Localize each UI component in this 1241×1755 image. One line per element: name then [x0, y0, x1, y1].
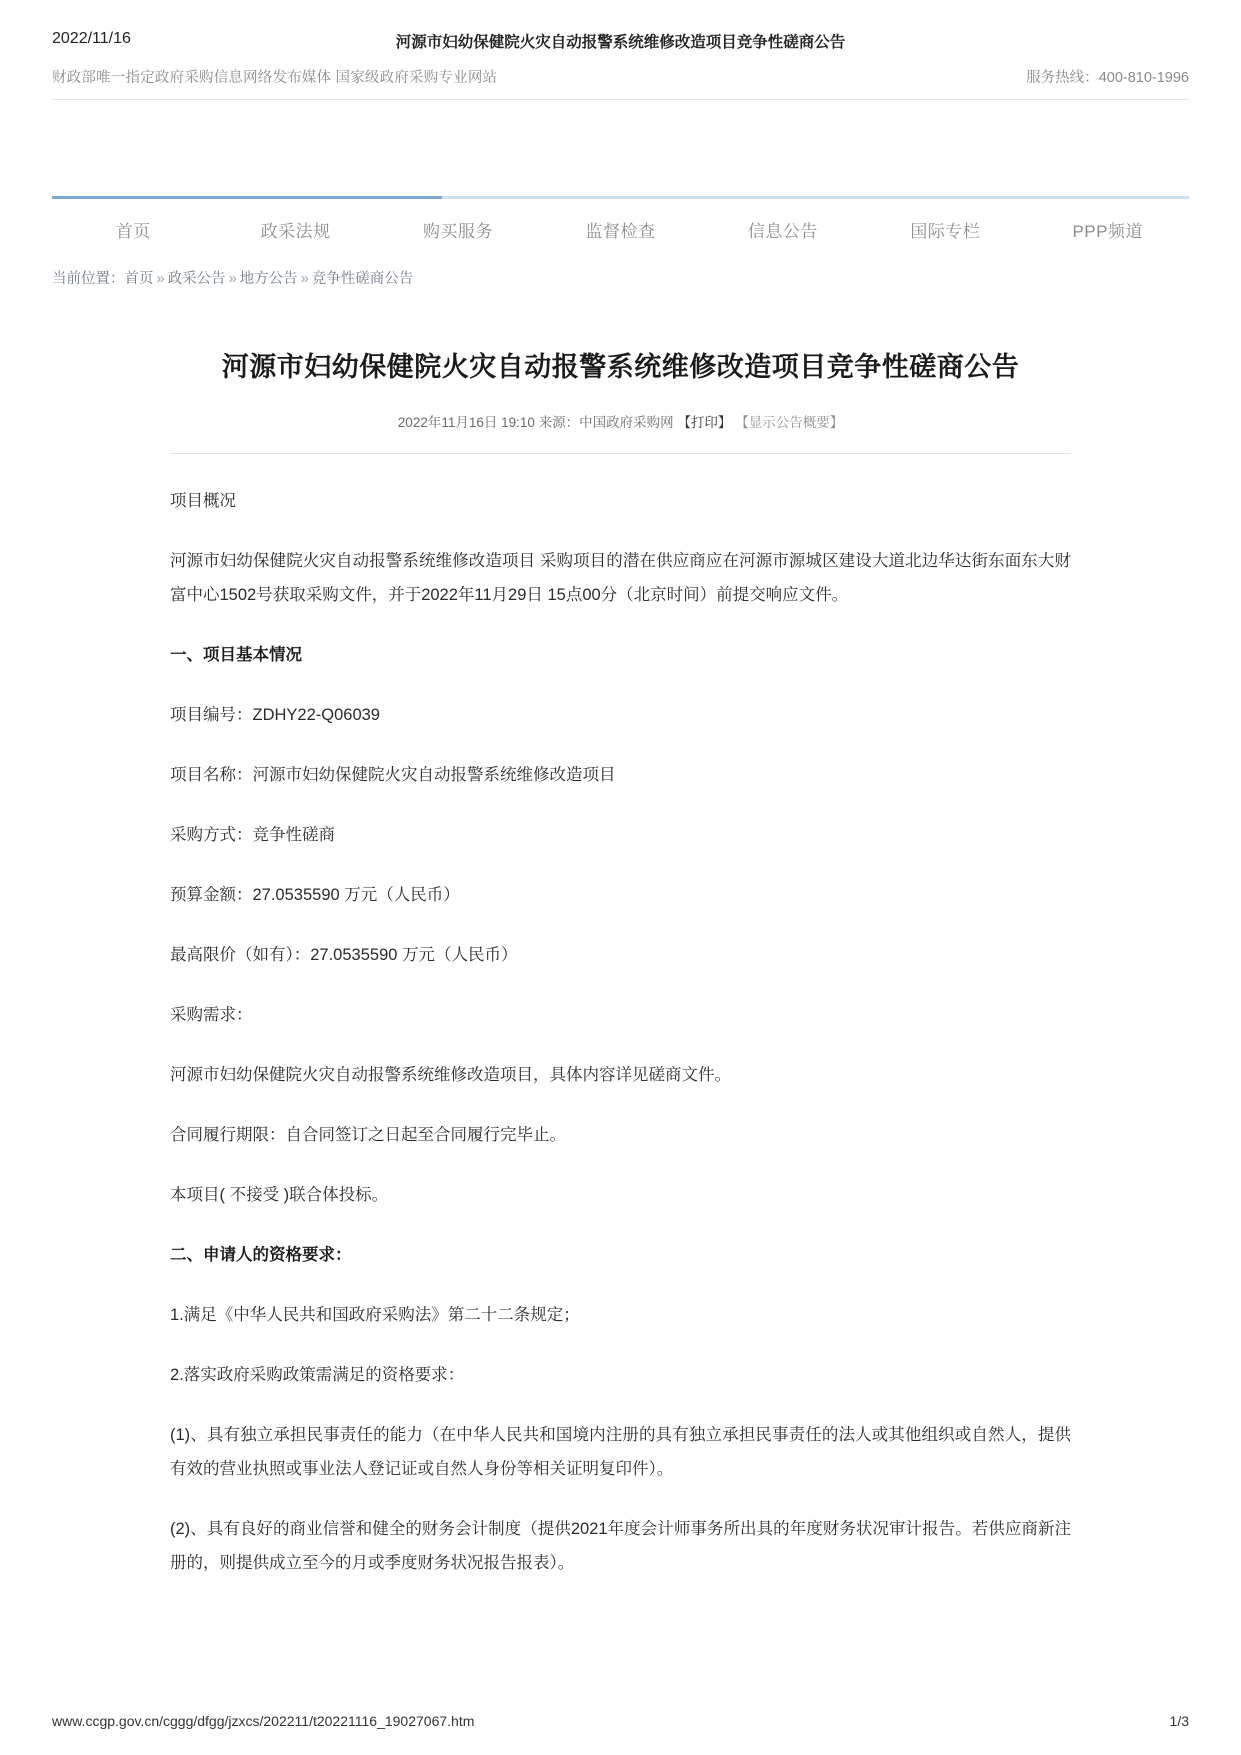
paragraph-requirements-detail: 河源市妇幼保健院火灾自动报警系统维修改造项目，具体内容详见磋商文件。: [170, 1066, 731, 1084]
paragraph-budget-amount: 预算金额：27.0535590 万元（人民币）: [170, 886, 460, 904]
print-header-title: 河源市妇幼保健院火灾自动报警系统维修改造项目竞争性磋商公告: [395, 34, 846, 51]
nav-item-supervision[interactable]: 监督检查: [585, 221, 656, 241]
paragraph-overview: 河源市妇幼保健院火灾自动报警系统维修改造项目 采购项目的潜在供应商应在河源市源城区建设大道北边华达街东面东大财富中心1502号获取采购文件，并于2022年11月29日 15点00分（北京时间）前提交响应文件。: [170, 552, 1071, 604]
nav-item-purchase-service[interactable]: 购买服务: [423, 221, 494, 241]
footer-url: www.ccgp.gov.cn/cggg/dfgg/jzxcs/202211/t20221116_19027067.htm: [52, 1713, 475, 1729]
breadcrumb-item-competitive-negotiation[interactable]: 竞争性磋商公告: [311, 271, 414, 287]
section-heading-qualification: 二、申请人的资格要求：: [170, 1246, 352, 1264]
breadcrumb-item-procurement-notice[interactable]: 政采公告: [167, 271, 226, 287]
hotline-label: 服务热线：: [1026, 70, 1099, 86]
article-meta: [130, 411, 1111, 431]
nav-item-ppp[interactable]: PPP频道: [1072, 221, 1143, 241]
breadcrumb: [52, 269, 1189, 289]
paragraph-qualification-2: 2.落实政府采购政策需满足的资格要求：: [170, 1366, 465, 1384]
site-topbar: [52, 66, 1189, 100]
page-title: 河源市妇幼保健院火灾自动报警系统维修改造项目竞争性磋商公告: [221, 352, 1020, 382]
paragraph-qualification-2-1: (1)、具有独立承担民事责任的能力（在中华人民共和国境内注册的具有独立承担民事责任的法人或其他组织或自然人，提供有效的营业执照或事业法人登记证或自然人身份等相关证明复印件）。: [170, 1426, 1071, 1478]
article-body: [130, 484, 1111, 1580]
print-button[interactable]: 【打印】: [677, 415, 732, 430]
article-source: 来源：中国政府采购网: [538, 415, 674, 430]
paragraph-max-price: 最高限价（如有）：27.0535590 万元（人民币）: [170, 946, 518, 964]
breadcrumb-prefix: 当前位置：: [52, 271, 125, 287]
breadcrumb-item-local-notice[interactable]: 地方公告: [239, 271, 298, 287]
service-hotline: [1026, 66, 1189, 87]
paragraph-consortium: 本项目( 不接受 )联合体投标。: [170, 1186, 389, 1204]
hotline-number: 400-810-1996: [1098, 70, 1189, 86]
paragraph-overview-heading: 项目概况: [170, 492, 236, 510]
paragraph-qualification-2-2: (2)、具有良好的商业信誉和健全的财务会计制度（提供2021年度会计师事务所出具的年度财务状况审计报告。若供应商新注册的，则提供成立至今的月或季度财务状况报告报表）。: [170, 1520, 1071, 1572]
site-slogan: 财政部唯一指定政府采购信息网络发布媒体 国家级政府采购专业网站: [52, 70, 498, 86]
footer-page-number: 1/3: [1169, 1713, 1189, 1729]
breadcrumb-item-home[interactable]: 首页: [124, 271, 154, 287]
print-footer: [52, 1713, 1189, 1729]
paragraph-procurement-method: 采购方式：竞争性磋商: [170, 826, 335, 844]
paragraph-requirements-heading: 采购需求：: [170, 1006, 253, 1024]
paragraph-project-name: 项目名称：河源市妇幼保健院火灾自动报警系统维修改造项目: [170, 766, 616, 784]
paragraph-qualification-1: 1.满足《中华人民共和国政府采购法》第二十二条规定；: [170, 1306, 580, 1324]
publish-datetime: 2022年11月16日 19:10: [397, 415, 535, 430]
nav-item-home[interactable]: 首页: [115, 221, 151, 241]
breadcrumb-separator: »: [228, 271, 237, 287]
paragraph-contract-period: 合同履行期限：自合同签订之日起至合同履行完毕止。: [170, 1126, 566, 1144]
print-date: 2022/11/16: [52, 30, 131, 47]
nav-item-regulations[interactable]: 政采法规: [260, 221, 331, 241]
show-summary-button[interactable]: 【显示公告概要】: [735, 415, 844, 430]
section-heading-basic-info: 一、项目基本情况: [170, 646, 302, 664]
article: [130, 325, 1111, 1580]
breadcrumb-separator: »: [300, 271, 309, 287]
paragraph-project-number: 项目编号：ZDHY22-Q06039: [170, 706, 380, 724]
print-header: [0, 0, 1241, 51]
nav-item-international[interactable]: 国际专栏: [910, 221, 981, 241]
nav-item-announcements[interactable]: 信息公告: [747, 221, 818, 241]
breadcrumb-separator: »: [156, 271, 165, 287]
meta-divider: [170, 453, 1071, 454]
main-navigation: [52, 196, 1189, 259]
